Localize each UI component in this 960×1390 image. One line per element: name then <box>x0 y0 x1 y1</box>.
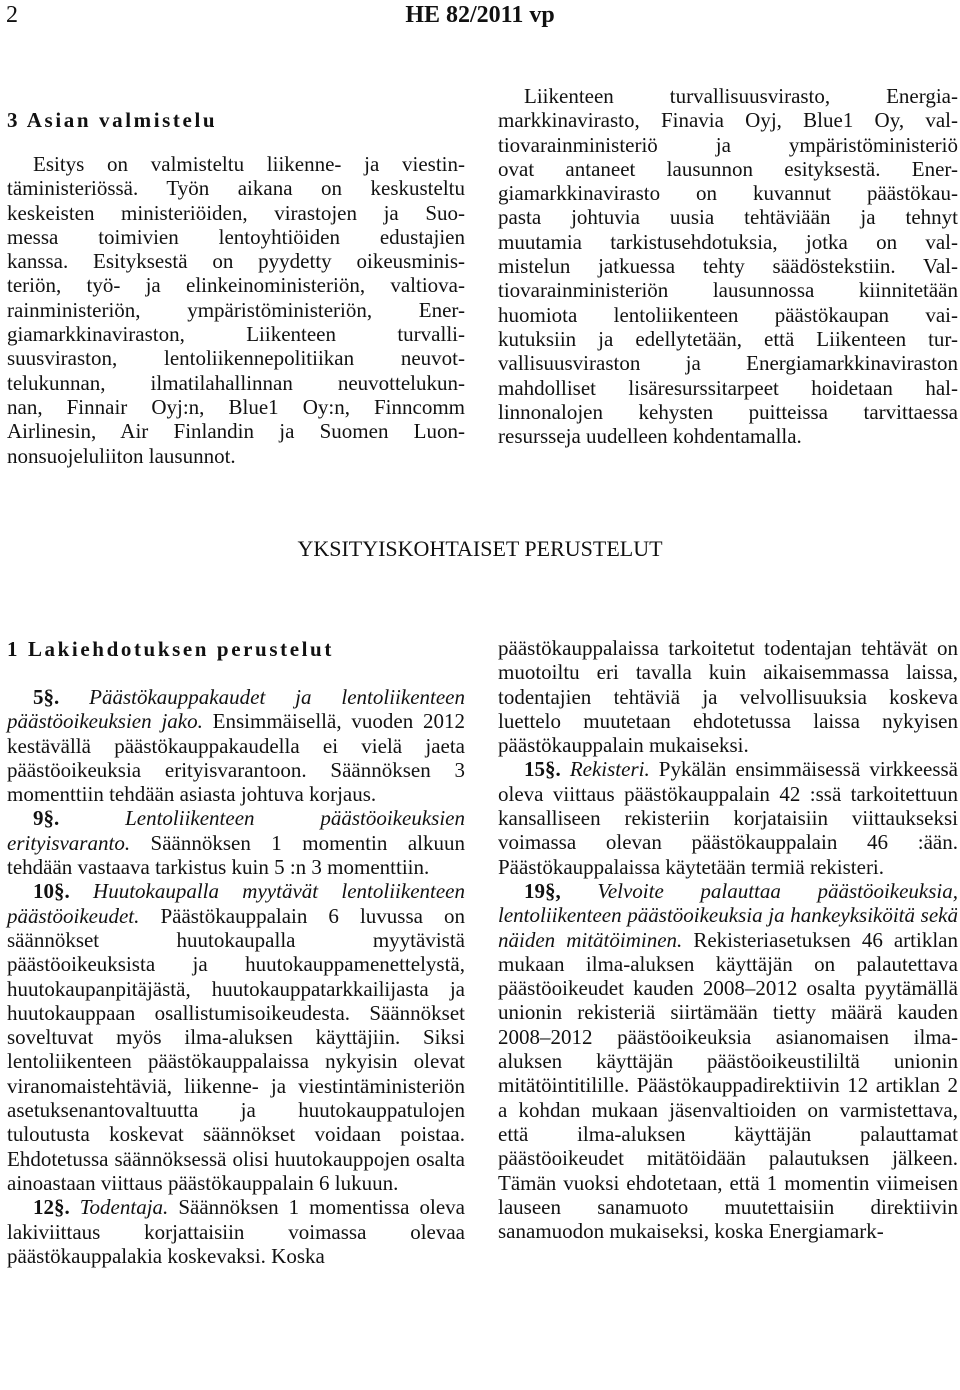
section-number: 19 <box>524 878 545 903</box>
section-title: Todentaja. <box>79 1195 169 1220</box>
text-line: muutamia tarkistusehdotuksia, jotka on val- <box>498 229 958 254</box>
page-number: 2 <box>6 2 18 28</box>
paragraph-continuation <box>498 636 958 757</box>
paragraph-15: 15§. Rekisteri. Pykälän ensimmäisessä virkkeessä oleva viittaus päästökauppalain 42 :ssä tarkoitettuun kansalliseen rekisteriin korjataisiin viittaukseksi voimassa olevan päästökauppalain 46 :ään. Päästökauppalaissa käytetään termiä rekisteri. <box>498 757 958 879</box>
section-number: 9 <box>33 806 44 831</box>
text-line: kutuksiin ja edellytetään, että Liikenteen tur- <box>498 326 958 351</box>
section-text: Päästökauppalain 6 luvussa on säännökset huutokaupalla myytävistä päästöoikeuksista ja huutokauppamenettelystä, huutokaupanpitäjästä, huutokauppatarkkailijasta ja huutokauppaan osallistumisoikeudesta. Säännökset soveltuvat myös ilma-aluksen käyttäjiin. Siksi lentoliikenteen päästökauppalaissa nykyisin olevat viranomaistehtäviä, liikenne- ja viestintäministeriön asetuksenantovaltuutta ja huutokauppatulojen tuloutusta koskevat säännökset voidaan poistaa. Ehdotetussa säännöksessä olisi huutokauppojen osalta ainoastaan viittaus päästökauppalain 6 lukuun. <box>7 903 466 1195</box>
text-line: tiovarainministeriön lausunnossa kiinnitetään <box>498 278 958 303</box>
text-line: resursseja uudelleen kohdentamalla. <box>498 424 802 449</box>
section-text: Rekisteriasetuksen 46 artiklan mukaan ilma-aluksen käyttäjän on palautettava päästöoikeudet kauden 2008–2012 osalta pyytämällä unionin rekisteriä siirtämään tietty määrä kauden 2008–2012 päästöoikeuksia asianomaisen ilma-aluksen käyttäjän päästöoikeustililtä unionin mitätöintitilille. Päästökauppadirektiivin 12 artiklan 2 a kohdan mukaan jäsenvaltioiden on varmistettava, että ilma-aluksen käyttäjän palauttamat päästöoikeudet mitätöidään palautuksen jälkeen. Tämän vuoksi ehdotetaan, että 1 momentin viimeisen lauseen sanamuoto muutettaisiin direktiivin sanamuodon mukaiseksi, koska Energiamark- <box>498 927 959 1244</box>
section-text: Säännöksen 1 momentissa oleva lakiviittaus korjattaisiin voimassa olevaa päästökauppalakia koskevaksi. Koska <box>7 1195 466 1268</box>
text-line: giamarkkinavirasto on kuvannut päästökau- <box>498 181 958 206</box>
section-title: Lentoliikenteen päästöoikeuksien erityisvaranto. <box>7 806 465 855</box>
section-number: 10 <box>33 879 54 904</box>
paragraph-9: 9§. Lentoliikenteen päästöoikeuksien erityisvaranto. Säännöksen 1 momentin alkuun tehdään vastaava tarkistus kuin 5 :n 3 momenttiin. <box>7 806 465 880</box>
text-line: markkinavirasto, Finavia Oyj, Blue1 Oy, val- <box>498 108 958 133</box>
text-line: nan, Finnair Oyj:n, Blue1 Oy:n, Finncomm <box>7 394 465 419</box>
section-1-right-column <box>498 636 958 1243</box>
text-line: telukunnan, ilmatilahallinnan neuvottelukun- <box>7 370 465 395</box>
text-line: kanssa. Esityksestä on pyydetty oikeusminis- <box>7 249 465 274</box>
section-text: Säännöksen 1 momentin alkuun tehdään vastaava tarkistus kuin 5 :n 3 momenttiin. <box>7 830 465 880</box>
section-3-right-column <box>498 84 958 448</box>
text-line: mistelun jatkuessa tehty säädöstekstiin. Val- <box>498 254 958 279</box>
paragraph-19: 19§, Velvoite palauttaa päästöoikeuksia, lentoliikenteen päästöoikeuksia ja hankeyksiköitä sekä näiden mitätöiminen. Rekisteriasetuksen 46 artiklan mukaan ilma-aluksen käyttäjän on palautettava päästöoikeudet kauden 2008–2012 osalta pyytämällä unionin rekisteriä siirtämään tietty määrä kauden 2008–2012 päästöoikeuksia asianomaisen ilma-aluksen käyttäjän päästöoikeustililtä unionin mitätöintitilille. Päästökauppadirektiivin 12 artiklan 2 a kohdan mukaan jäsenvaltioiden on varmistettava, että ilma-aluksen käyttäjän palauttamat päästöoikeudet mitätöidään palautuksen jälkeen. Tämän vuoksi ehdotetaan, että 1 momentin viimeisen lauseen sanamuoto muutettaisiin direktiivin sanamuodon mukaiseksi, koska Energiamark- <box>498 878 959 1244</box>
section-text: Ensimmäisellä, vuoden 2012 kestävällä päästökauppakaudella ei vielä jaeta päästöoikeuksia erityisvarantoon. Säännöksen 3 momenttiin tehdään asiasta johtuva korjaus. <box>7 709 466 807</box>
section-title: Rekisteri. <box>569 757 650 782</box>
text-line: rainministeriön, ympäristöministeriön, Ener- <box>7 297 465 322</box>
section-number: 15 <box>524 757 545 782</box>
text-line: Airlinesin, Air Finlandin ja Suomen Luon- <box>7 419 465 444</box>
text-line: teriön, työ- ja elinkeinoministeriön, valtiova- <box>7 273 465 298</box>
text-line: pasta johtuvia uusia tehtäviään ja tehnyt <box>498 205 958 230</box>
text-line: täministeriössä. Työn aikana on keskusteltu <box>7 176 465 201</box>
text-line: Esitys on valmisteltu liikenne- ja viestin- <box>33 152 465 176</box>
section-3-left-column <box>7 152 465 468</box>
text-line: Liikenteen turvallisuusvirasto, Energia- <box>524 84 958 108</box>
section-number: 5 <box>33 685 44 709</box>
section-number: 12 <box>33 1195 54 1220</box>
section-title: Päästökauppakaudet ja lentoliikenteen päästöoikeuksien jako. <box>7 685 465 734</box>
text-line: mahdolliset lisäresurssitarpeet hoidetaan hal- <box>498 375 958 400</box>
running-head: HE 82/2011 vp <box>405 2 555 28</box>
text-line: suusviraston, lentoliikennepolitiikan neuvot- <box>7 346 465 371</box>
section-1-heading: 1 Lakiehdotuksen perustelut <box>7 637 334 661</box>
text-line: huomiota lentoliikenteen päästökaupan vai- <box>498 302 958 327</box>
text-line: nonsuojeluliiton lausunnot. <box>7 443 236 468</box>
detail-heading: YKSITYISKOHTAISET PERUSTELUT <box>297 536 663 561</box>
text-line: messa toimivien lentoyhtiöiden edustajien <box>7 224 465 249</box>
section-text: päästökauppalaissa tarkoitetut todentajan tehtävät on muotoiltu eri tavalla kuin aikaisemmassa laissa, todentajien tehtäviä ja velvollisuuksia koskeva luettelo muutetaan ehdotetussa laissa nykyisen päästökauppalain mukaiseksi. <box>498 636 958 758</box>
section-title: Velvoite palauttaa päästöoikeuksia, lentoliikenteen päästöoikeuksia ja hankeyksiköitä sekä näiden mitätöiminen. <box>498 878 959 952</box>
paragraph-12: 12§. Todentaja. Säännöksen 1 momentissa oleva lakiviittaus korjattaisiin voimassa olevaa päästökauppalakia koskevaksi. Koska <box>7 1195 466 1268</box>
section-title: Huutokaupalla myytävät lentoliikenteen päästöoikeudet. <box>7 879 465 928</box>
text-line: vallisuusviraston ja Energiamarkkinaviraston <box>498 351 958 376</box>
text-line: giamarkkinaviraston, Liikenteen turvalli- <box>7 322 465 347</box>
text-line: linnonalojen kehysten puitteissa tarvittaessa <box>498 399 958 424</box>
section-3-heading: 3 Asian valmistelu <box>7 108 218 132</box>
section-text: Pykälän ensimmäisessä virkkeessä oleva viittaus päästökauppalain 42 :ssä tarkoitettuun kansalliseen rekisteriin korjataisiin viittaukseksi voimassa olevan päästökauppalain 46 :ään. Päästökauppalaissa käytetään termiä rekisteri. <box>498 757 958 879</box>
section-1-left-column <box>7 685 465 1268</box>
paragraph-10: 10§. Huutokaupalla myytävät lentoliikenteen päästöoikeudet. Päästökauppalain 6 luvussa on säännökset huutokaupalla myytävistä päästöoikeuksista ja huutokauppamenettelystä, huutokaupanpitäjästä, huutokauppatarkkailijasta ja huutokauppaan osallistumisoikeudesta. Säännökset soveltuvat myös ilma-aluksen käyttäjiin. Siksi lentoliikenteen päästökauppalaissa nykyisin olevat viranomaistehtäviä, liikenne- ja viestintäministeriön asetuksenantovaltuutta ja huutokauppatulojen tuloutusta koskevat säännökset voidaan poistaa. Ehdotetussa säännöksessä olisi huutokauppojen osalta ainoastaan viittaus päästökauppalain 6 lukuun. <box>7 879 466 1195</box>
text-line: ovat antaneet lausunnon esityksestä. Ener- <box>498 156 958 181</box>
text-line: tiovarainministeriö ja ympäristöministeriö <box>498 132 958 157</box>
text-line: keskeisten ministeriöiden, virastojen ja Suo- <box>7 200 465 225</box>
paragraph-5: 5§. Päästökauppakaudet ja lentoliikenteen päästöoikeuksien jako. Ensimmäisellä, vuoden 2012 kestävällä päästökauppakaudella ei vielä jaeta päästöoikeuksia erityisvarantoon. Säännöksen 3 momenttiin tehdään asiasta johtuva korjaus. <box>7 685 466 807</box>
